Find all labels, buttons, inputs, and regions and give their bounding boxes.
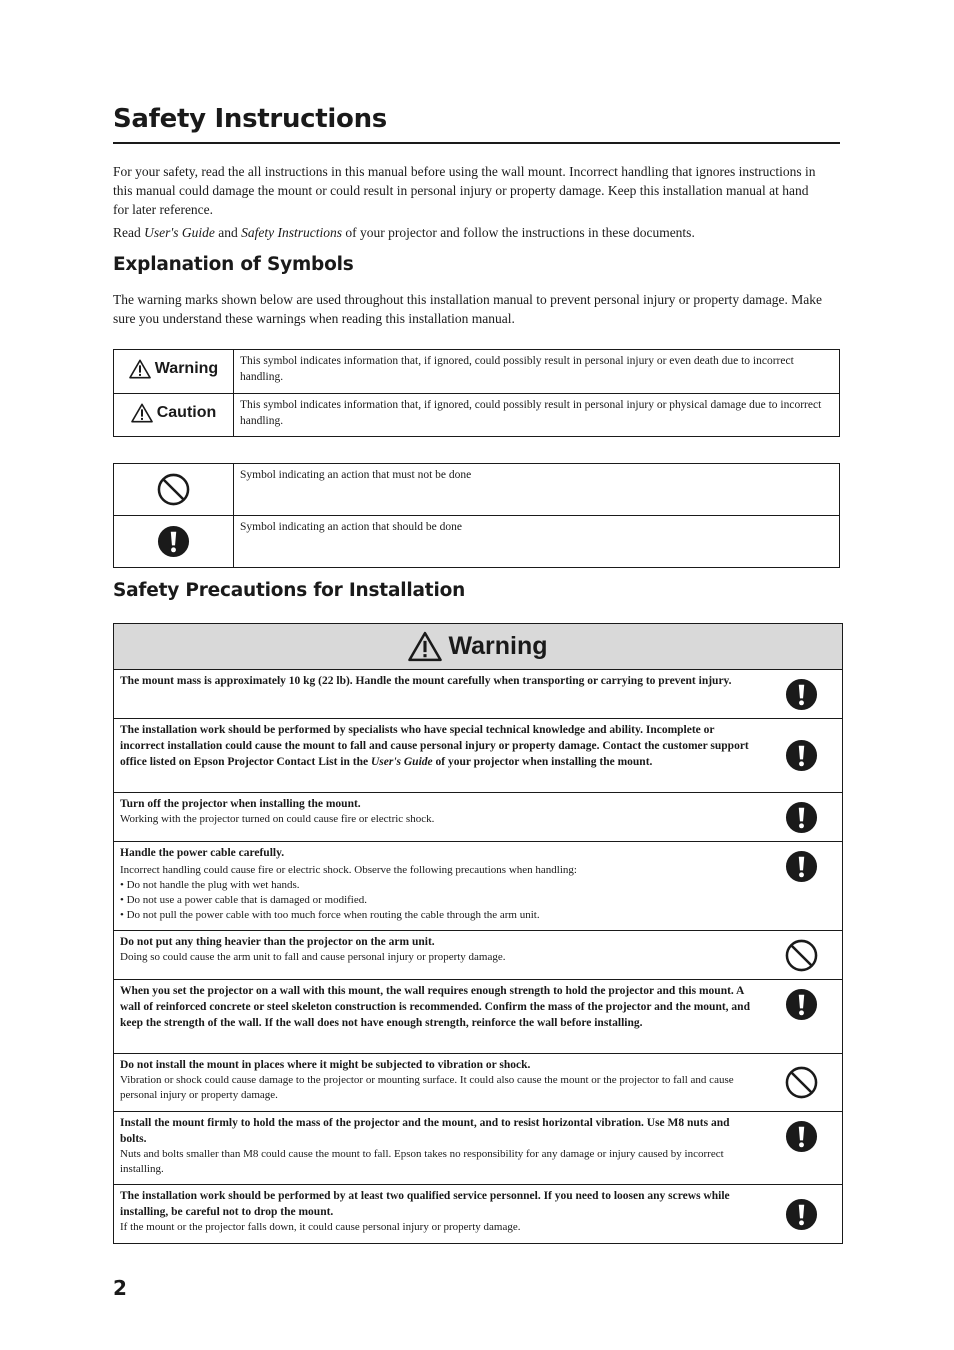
mandatory-icon [785, 988, 818, 1021]
warning-box [113, 623, 843, 1244]
row-heading: Do not install the mount in places where it might be subjected to vibration or shock. [120, 1059, 531, 1071]
warning-box-header [114, 624, 842, 670]
intro-paragraph: For your safety, read the all instructions in this manual before using the wall mount. Incorrect handling that ignores instructions in this manual could damage the mount or could result in personal injury or property damage. Keep this installation manual at hand for later reference. [113, 164, 816, 217]
row-heading: Install the mount firmly to hold the mass of the projector and the mount, and to resist horizontal vibration. Use M8 nuts and bolts. [120, 1117, 730, 1145]
warning-row [114, 1185, 842, 1243]
read-prefix: Read [113, 225, 145, 240]
warning-label: Warning [154, 360, 219, 377]
action-row-prohibited [114, 464, 840, 516]
signal-word-table [113, 349, 840, 437]
precautions-heading: Safety Precautions for Installation [113, 580, 466, 601]
row-detail: Incorrect handling could cause fire or electric shock. Observe the following precautions when handling: [120, 864, 577, 876]
page-title: Safety Instructions [113, 104, 840, 144]
warning-row [114, 931, 842, 980]
warning-box-title: Warning [448, 632, 548, 660]
action-symbol-table [113, 463, 840, 568]
mandatory-icon [157, 525, 190, 558]
row-heading [120, 722, 754, 770]
row-detail: Vibration or shock could cause damage to the projector or mounting surface. It could also cause the mount or the projector to fall and cause personal injury or property damage. [120, 1074, 734, 1101]
warning-description: This symbol indicates information that, if ignored, could possibly result in personal injury or even death due to incorrect handling. [234, 350, 840, 394]
row-heading: When you set the projector on a wall with this mount, the wall requires enough strength to hold the projector and this mount. A wall of reinforced concrete or steel skeleton construction is recommended. Confirm the mass of the projector and the mount, and keep the strength of the wall. If the wall does not have enough strength, reinforce the wall before installing. [120, 985, 750, 1029]
bullet-item: • Do not pull the power cable with too much force when routing the cable through the arm unit. [120, 909, 540, 921]
caution-label: Caution [156, 403, 217, 421]
prohibited-description: Symbol indicating an action that must not be done [234, 464, 840, 516]
warning-row [114, 719, 842, 793]
signal-row-warning [114, 350, 840, 394]
mandatory-icon [785, 801, 818, 834]
mandatory-description: Symbol indicating an action that should be done [234, 516, 840, 568]
read-suffix: of your projector and follow the instructions in these documents. [342, 225, 695, 240]
page-number: 2 [113, 1276, 127, 1300]
warning-triangle-icon [129, 359, 151, 379]
warning-row [114, 842, 842, 931]
users-guide-ref: User's Guide [144, 225, 215, 240]
row-heading: Do not put any thing heavier than the projector on the arm unit. [120, 936, 435, 948]
mandatory-icon [785, 678, 818, 711]
row-detail: If the mount or the projector falls down, it could cause personal injury or property damage. [120, 1221, 521, 1233]
bullet-item: • Do not handle the plug with wet hands. [120, 879, 300, 891]
warning-row [114, 980, 842, 1054]
prohibited-icon [785, 1066, 818, 1099]
warning-row [114, 670, 842, 719]
symbols-heading: Explanation of Symbols [113, 254, 354, 275]
row-detail: Nuts and bolts smaller than M8 could cause the mount to fall. Epson takes no responsibility for any damage or injury caused by incorrect installing. [120, 1148, 724, 1175]
and-text: and [214, 225, 242, 240]
symbols-intro: The warning marks shown below are used throughout this installation manual to prevent personal injury or property damage. Make sure you understand these warnings when reading this installation manual. [113, 292, 822, 326]
row-heading-part: of your projector when installing the mount. [432, 756, 653, 768]
warning-row [114, 1054, 842, 1112]
row-heading: The installation work should be performed by at least two qualified service personnel. If you need to loosen any screws while installing, be careful not to drop the mount. [120, 1190, 730, 1218]
row-heading: The mount mass is approximately 10 kg (22 lb). Handle the mount carefully when transporting or carrying to prevent injury. [120, 675, 732, 687]
mandatory-icon [785, 850, 818, 883]
mandatory-icon [785, 739, 818, 772]
warning-row [114, 793, 842, 842]
caution-description: This symbol indicates information that, if ignored, could possibly result in personal injury or physical damage due to incorrect handling. [234, 394, 840, 437]
row-heading: Handle the power cable carefully. [120, 847, 285, 859]
safety-instructions-ref: Safety Instructions [241, 225, 343, 240]
mandatory-icon [785, 1198, 818, 1231]
bullet-item: • Do not use a power cable that is damaged or modified. [120, 894, 368, 906]
prohibited-icon [785, 939, 818, 972]
row-heading: Turn off the projector when installing the mount. [120, 798, 361, 810]
warning-triangle-icon [408, 631, 442, 662]
users-guide-ref: User's Guide [370, 756, 433, 768]
row-detail: Working with the projector turned on could cause fire or electric shock. [120, 813, 435, 825]
row-detail: Doing so could cause the arm unit to fall and cause personal injury or property damage. [120, 951, 506, 963]
signal-row-caution [114, 394, 840, 437]
caution-triangle-icon [131, 403, 153, 423]
prohibited-icon [157, 473, 190, 506]
read-guides-paragraph [113, 223, 840, 242]
row-heading-part: The installation work should be performed by specialists who have special technical knowledge and ability. Incomplete or incorrect installation could cause the mount to fall and cause personal injury or property damage. Contact the customer support office listed on Epson Projector Contact List in the [120, 724, 749, 768]
mandatory-icon [785, 1120, 818, 1153]
action-row-mandatory [114, 516, 840, 568]
warning-row [114, 1112, 842, 1185]
